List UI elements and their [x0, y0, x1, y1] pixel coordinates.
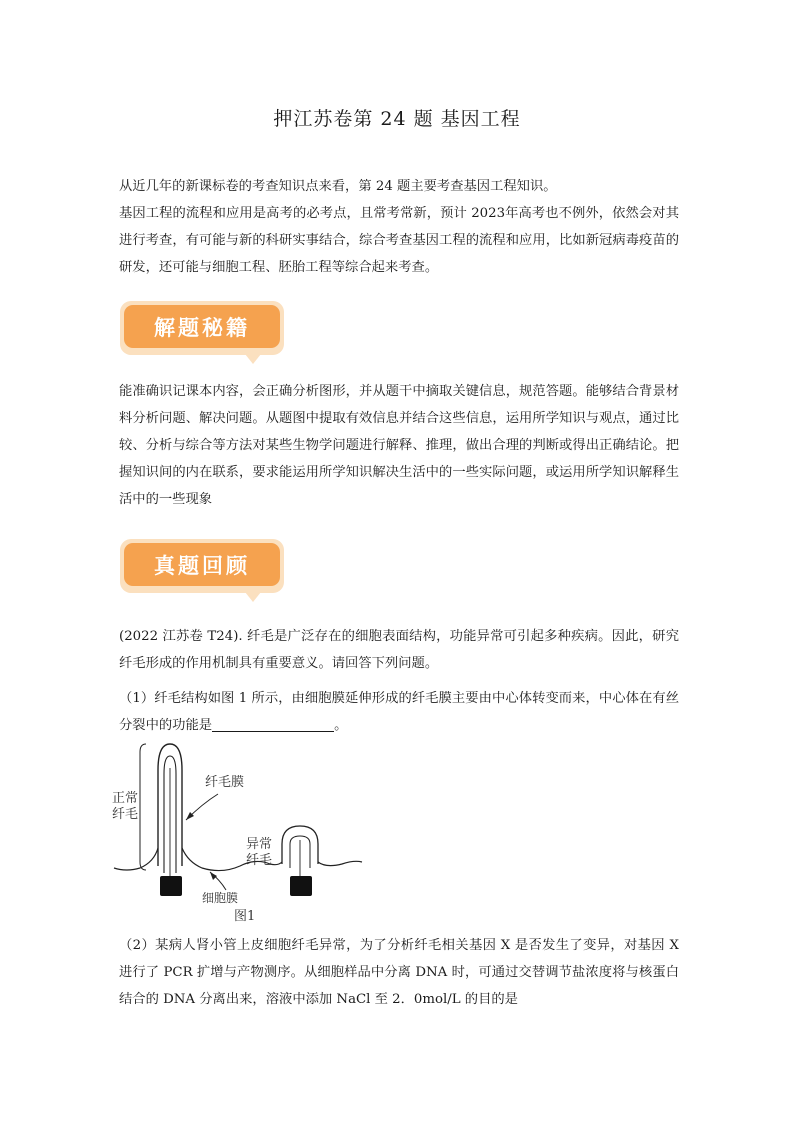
- label-normal-2: 纤毛: [112, 807, 139, 822]
- question-1-text: （1）纤毛结构如图 1 所示，由细胞膜延伸形成的纤毛膜主要由中心体转变而来，中心体在有丝分裂中的功能是: [119, 691, 679, 733]
- membrane-left: [114, 848, 158, 870]
- label-normal-1: 正常: [112, 791, 139, 806]
- question-1-end: 。: [334, 718, 348, 733]
- answer-blank: [212, 715, 334, 732]
- question-intro: (2022 江苏卷 T24). 纤毛是广泛存在的细胞表面结构，功能异常可引起多种疾病。因此，研究纤毛形成的作用机制具有重要意义。请回答下列问题。: [119, 629, 679, 671]
- intro-paragraph-1: 从近几年的新课标卷的考查知识点来看，第 24 题主要考查基因工程知识。: [119, 179, 557, 194]
- cilia-figure: [110, 738, 370, 928]
- tips-paragraph: 能准确识记课本内容，会正确分析图形，并从题干中摘取关键信息，规范答题。能够结合背景材料分析问题、解决问题。从题图中提取有效信息并结合这些信息，运用所学知识与观点，通过比较、分析与综合等方法对某些生物学问题进行解释、推理，做出合理的判断或得出正确结论。把握知识间的内在联系，要求能运用所学知识解决生活中的一些实际问题，或运用所学知识解释生活中的一些现象: [119, 384, 679, 507]
- question-1: [119, 685, 679, 739]
- label-abnormal-1: 异常: [246, 837, 273, 852]
- intro-paragraph-2: 基因工程的流程和应用是高考的必考点，且常考常新，预计 2023年高考也不例外，依然会对其进行考查，有可能与新的科研实事结合，综合考查基因工程的流程和应用，比如新冠病毒疫苗的研发，还可能与细胞工程、胚胎工程等综合起来考查。: [119, 206, 679, 275]
- cell-membrane-arrow-head: [210, 872, 217, 880]
- section-badge-review: [120, 539, 284, 593]
- question-2: （2）某病人肾小管上皮细胞纤毛异常，为了分析纤毛相关基因 X 是否发生了变异，对基因 X 进行了 PCR 扩增与产物测序。从细胞样品中分离 DNA 时，可通过交替调节盐浓度将与核蛋白结合的 DNA 分离出来，溶液中添加 NaCl 至 2．0mol/L 的目的是: [119, 938, 679, 1007]
- normal-basal-body: [160, 876, 182, 896]
- section-badge-review-label: 真题回顾: [124, 543, 280, 586]
- abnormal-basal-body: [290, 876, 312, 896]
- label-cell-membrane: 细胞膜: [202, 891, 239, 905]
- cilia-diagram: [110, 738, 370, 928]
- section-badge-tips: [120, 301, 284, 355]
- figure-caption: 图1: [234, 909, 256, 924]
- label-cilium-membrane: 纤毛膜: [205, 775, 245, 790]
- page-title: 押江苏卷第 24 题 基因工程: [273, 108, 521, 130]
- normal-bracket: [140, 744, 146, 870]
- section-badge-tips-label: 解题秘籍: [124, 305, 280, 348]
- membrane-right: [318, 861, 362, 865]
- label-abnormal-2: 纤毛: [246, 853, 273, 868]
